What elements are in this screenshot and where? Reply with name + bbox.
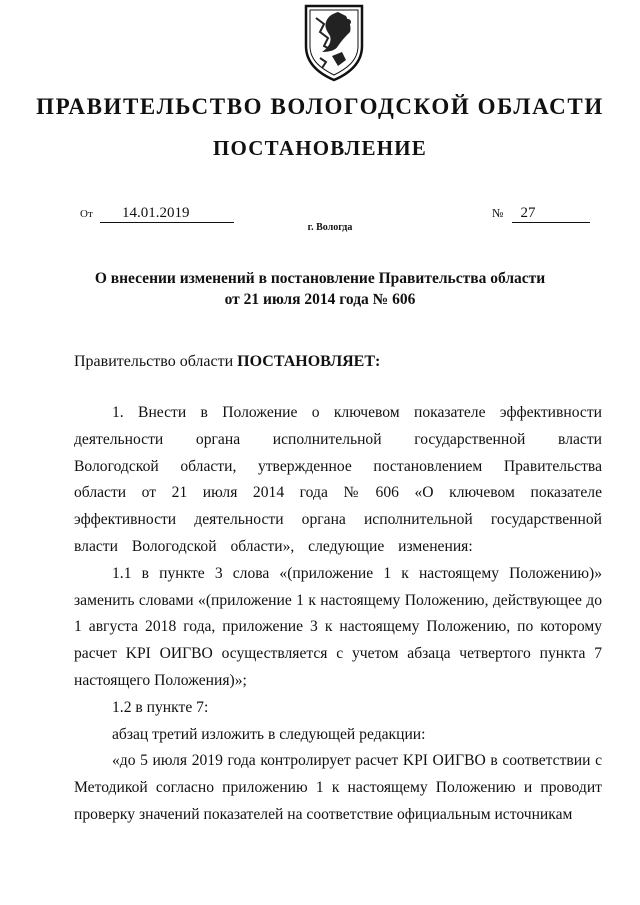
- intro-line: [74, 353, 380, 371]
- document-type: ПОСТАНОВЛЕНИЕ: [212, 136, 428, 160]
- coat-of-arms-icon: [302, 2, 366, 82]
- number-value: 27: [512, 205, 590, 223]
- number-field: [492, 205, 590, 223]
- document-subject: [60, 268, 580, 310]
- paragraph-1-2-b: «до 5 июля 2019 года контролирует расчет KPI ОИГВО в соответствии с Методикой согласно приложению 1 к настоящему Положению и проводит проверку значений показателей на соответствие официальным источникам: [74, 752, 602, 823]
- government-title: ПРАВИТЕЛЬСТВО ВОЛОГОДСКОЙ ОБЛАСТИ: [36, 94, 604, 119]
- date-field: [80, 205, 234, 223]
- paragraph-1-number: 1.: [112, 404, 124, 421]
- intro-emphasis: ПОСТАНОВЛЯЕТ:: [237, 353, 381, 370]
- paragraph-1-2-a: абзац третий изложить в следующей редакции:: [112, 725, 426, 743]
- paragraph-1-2: 1.2 в пункте 7:: [112, 698, 209, 716]
- date-value: 14.01.2019: [100, 205, 234, 223]
- number-prefix: №: [492, 206, 504, 220]
- paragraph-1: [74, 400, 602, 561]
- subject-line-1: О внесении изменений в постановление Правительства области: [94, 270, 546, 287]
- document-body: [74, 400, 602, 829]
- paragraph-1-1: 1.1 в пункте 3 слова «(приложение 1 к настоящему Положению)» заменить словами «(приложение 1 к настоящему Положению, действующее до 1 августа 2018 года, приложение 3 к настоящему Положению, по которому расчет KPI ОИГВО осуществляется с учетом абзаца четвертого пункта 7 настоящего Положения)»;: [74, 564, 602, 689]
- subject-line-2: от 21 июля 2014 года № 606: [224, 291, 416, 308]
- city-label: г. Вологда: [307, 222, 353, 233]
- paragraph-1-text: Внести в Положение о ключевом показателе эффективности деятельности органа исполнительной государственной власти Вологодской области, утвержденное постановлением Правительства области от 21 июля 2014 года № 606 «О ключевом показателе эффективности деятельности органа исполнительной государственной власти Вологодской области», следующие изменения:: [74, 404, 602, 555]
- intro-text: Правительство области: [74, 353, 234, 370]
- date-prefix: От: [80, 208, 93, 220]
